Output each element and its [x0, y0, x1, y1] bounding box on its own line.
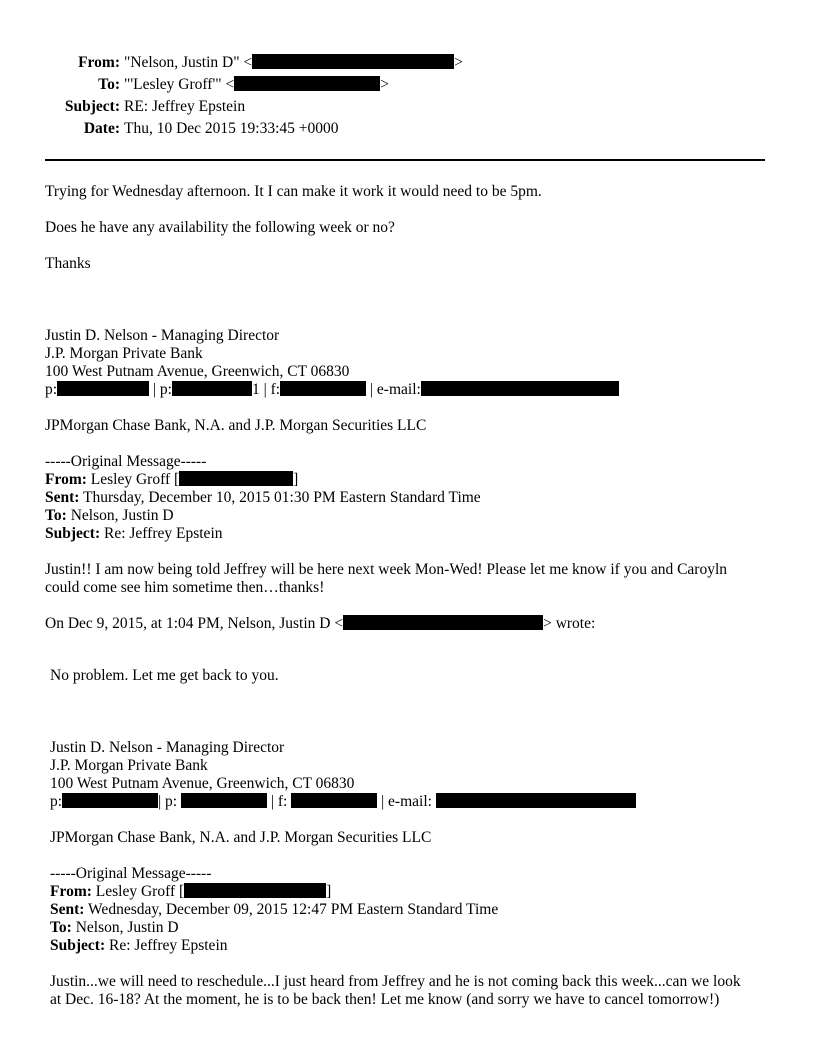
orig1-to-value: Nelson, Justin D — [66, 507, 174, 524]
header-subject-value: RE: Jeffrey Epstein — [124, 98, 246, 115]
header-to-end: > — [380, 76, 389, 93]
header-divider — [45, 159, 765, 161]
email-header — [0, 54, 816, 142]
orig1-divider: -----Original Message----- — [45, 453, 207, 470]
body-line-2: Does he have any availability the following week or no? — [45, 219, 395, 236]
redaction-bar — [421, 381, 619, 396]
body-line-1: Trying for Wednesday afternoon. It I can make it work it would need to be 5pm. — [45, 183, 542, 200]
redaction-bar — [181, 793, 267, 808]
sig1-fax-label: | f: — [259, 381, 281, 398]
orig1-from-end: ] — [293, 471, 299, 488]
sig1-contact-line — [45, 381, 619, 399]
header-subject-row — [0, 98, 816, 120]
orig2-sent-row — [50, 901, 498, 919]
redaction-bar — [179, 471, 293, 486]
orig2-to-row — [50, 919, 179, 937]
orig1-from-row — [45, 471, 298, 489]
orig2-to-value: Nelson, Justin D — [71, 919, 179, 936]
sig1-legal: JPMorgan Chase Bank, N.A. and J.P. Morgan Securities LLC — [45, 417, 427, 434]
sig1-address: 100 West Putnam Avenue, Greenwich, CT 06830 — [45, 363, 350, 380]
quoted-line-1: No problem. Let me get back to you. — [50, 667, 279, 684]
sig2-email-label: | e-mail: — [381, 793, 432, 810]
orig2-body-line-2: at Dec. 16-18? At the moment, he is to be back then! Let me know (and sorry we have to cancel tomorrow!) — [50, 991, 720, 1008]
sig1-phone2-label: | p: — [149, 381, 172, 398]
orig1-sent-value: Thursday, December 10, 2015 01:30 PM Eastern Standard Time — [79, 489, 481, 506]
orig1-body-line-1: Justin!! I am now being told Jeffrey will be here next week Mon-Wed! Please let me know if you and Caroyln — [45, 561, 728, 578]
orig1-wrote-post: > wrote: — [543, 615, 596, 632]
orig2-subject-label: Subject: — [50, 937, 106, 954]
redaction-bar — [280, 381, 366, 396]
header-from-name: "Nelson, Justin D" < — [124, 54, 253, 71]
orig2-body-line-1: Justin...we will need to reschedule...I just heard from Jeffrey and he is not coming back this week...can we look — [50, 973, 741, 990]
header-from-label: From: — [78, 54, 120, 71]
sig2-address: 100 West Putnam Avenue, Greenwich, CT 06830 — [50, 775, 355, 792]
sig2-name: Justin D. Nelson - Managing Director — [50, 739, 285, 756]
orig1-from-label: From: — [45, 471, 87, 488]
orig1-to-row — [45, 507, 174, 525]
sig1-name: Justin D. Nelson - Managing Director — [45, 327, 280, 344]
sig2-phone2-label: | p: — [158, 793, 178, 810]
header-to-row — [0, 76, 816, 98]
orig1-sent-row — [45, 489, 481, 507]
body-line-3: Thanks — [45, 255, 91, 272]
orig2-subject-row — [50, 937, 228, 955]
orig2-subject-value: Re: Jeffrey Epstein — [105, 937, 228, 954]
orig2-from-row — [50, 883, 331, 901]
orig1-body-line-2: could come see him sometime then…thanks! — [45, 579, 325, 596]
header-from-row — [0, 54, 816, 76]
orig1-subject-value: Re: Jeffrey Epstein — [100, 525, 223, 542]
redaction-bar — [234, 76, 380, 91]
sig2-bank: J.P. Morgan Private Bank — [50, 757, 208, 774]
orig1-wrote-pre: On Dec 9, 2015, at 1:04 PM, Nelson, Justin D < — [45, 615, 344, 632]
sig2-legal: JPMorgan Chase Bank, N.A. and J.P. Morgan Securities LLC — [50, 829, 432, 846]
header-to-label: To: — [98, 76, 120, 93]
orig2-from-label: From: — [50, 883, 92, 900]
sig1-email-label: | e-mail: — [366, 381, 421, 398]
redaction-bar — [252, 54, 454, 69]
header-date-label: Date: — [83, 120, 120, 137]
orig2-from-end: ] — [326, 883, 332, 900]
header-date-value: Thu, 10 Dec 2015 19:33:45 +0000 — [124, 120, 339, 137]
orig1-sent-label: Sent: — [45, 489, 80, 506]
orig2-from-value: Lesley Groff [ — [91, 883, 185, 900]
orig1-from-value: Lesley Groff [ — [86, 471, 180, 488]
orig2-to-label: To: — [50, 919, 72, 936]
header-subject-label: Subject: — [64, 98, 120, 115]
redaction-bar — [57, 381, 149, 396]
sig1-phone2-tail: 1 — [251, 381, 260, 398]
redaction-bar — [184, 883, 326, 898]
sig1-phone-label: p: — [45, 381, 58, 398]
sig2-fax-label: | f: — [270, 793, 288, 810]
sig1-bank: J.P. Morgan Private Bank — [45, 345, 203, 362]
orig2-sent-value: Wednesday, December 09, 2015 12:47 PM Eastern Standard Time — [84, 901, 499, 918]
redaction-bar — [291, 793, 377, 808]
header-from-value — [120, 54, 463, 76]
redaction-bar — [343, 615, 543, 630]
header-to-name: "'Lesley Groff'" < — [124, 76, 235, 93]
orig1-subject-label: Subject: — [45, 525, 101, 542]
orig1-wrote-line — [45, 615, 595, 633]
header-from-end: > — [454, 54, 463, 71]
redaction-bar — [172, 381, 252, 396]
orig1-subject-row — [45, 525, 223, 543]
redaction-bar — [62, 793, 158, 808]
orig1-to-label: To: — [45, 507, 67, 524]
orig2-divider: -----Original Message----- — [50, 865, 212, 882]
sig2-phone-label: p: — [50, 793, 63, 810]
sig2-contact-line — [50, 793, 636, 811]
header-date-row — [0, 120, 816, 142]
orig2-sent-label: Sent: — [50, 901, 85, 918]
redaction-bar — [436, 793, 636, 808]
header-to-value — [120, 76, 389, 98]
